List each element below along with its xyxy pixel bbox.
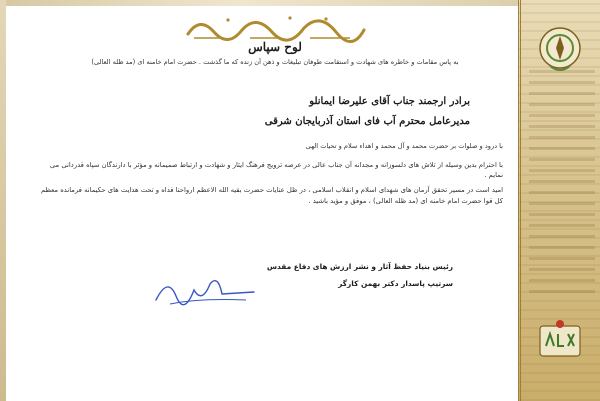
top-border	[0, 0, 600, 6]
recipient-name: برادر ارجمند جناب آقای علیرضا ایمانلو	[309, 96, 470, 107]
certificate-body	[40, 160, 503, 211]
intro-quote: به پاس مقامات و خاطره های شهادت و استقامت طوفان تبلیغات و ذهن آن زنده که ما گذشت . حضرت امام خامنه ای (مد ظله العالی)	[91, 58, 459, 66]
foundation-emblem-icon	[536, 22, 584, 76]
signatory-name: سرتیپ پاسدار دکتر بهمن کارگر	[338, 279, 453, 288]
signature-block	[210, 262, 453, 288]
certificate-header	[40, 40, 510, 67]
left-border	[0, 0, 6, 401]
signatory-title: رئیس بنیاد حفظ آثار و نشر ارزش های دفاع مقدس	[266, 262, 453, 271]
calligraphic-logo-icon	[538, 318, 582, 362]
basmala-graphic	[180, 10, 370, 44]
recipient-block	[170, 96, 470, 136]
body-paragraph-wishes: امید است در مسیر تحقق آرمان های شهدای اسلام و انقلاب اسلامی ، در ظل عنایات حضرت بقیه الله الاعظم ارواحنا فداه و تحت هدایت های حکیمانه فرمانده معظم کل قوا حضرت امام خامنه ای (مد ظله العالی) ، موفق و مؤید باشید .	[41, 186, 503, 205]
side-calligraphy-pattern	[529, 70, 595, 300]
recipient-position: مدیرعامل محترم آب فای استان آذربایجان شرقی	[264, 116, 470, 127]
decorative-side-panel	[518, 0, 600, 401]
body-paragraph-appreciation: با احترام بدین وسیله از تلاش های دلسوزانه و مجدانه آن جناب عالی در عرصه ترویج فرهنگ ایثار و شهادت و ارتباط صمیمانه و مؤثر با دارندگان سپاه قدردانی می نمایم .	[49, 161, 503, 180]
greeting-line: با درود و صلوات بر حضرت محمد و آل محمد و اهداء سلام و تحیات الهی	[305, 142, 503, 150]
certificate-title: لوح سپاس	[248, 40, 302, 54]
basmala-calligraphy	[180, 10, 370, 44]
